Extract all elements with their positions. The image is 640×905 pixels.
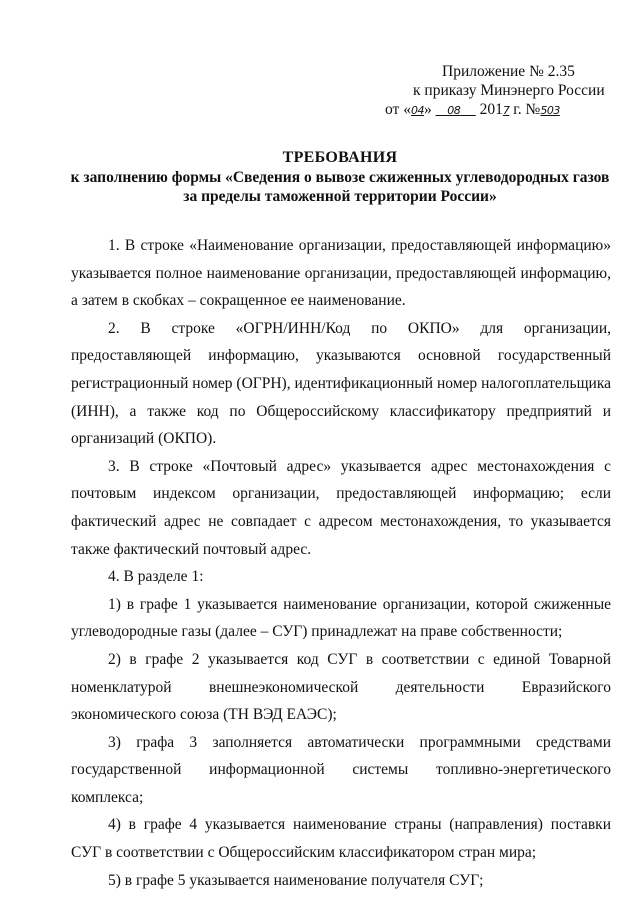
appendix-header bbox=[385, 62, 615, 120]
appendix-order-ref: к приказу Минэнерго России bbox=[413, 82, 605, 99]
title-line-2: к заполнению формы «Сведения о вывозе сжиженных углеводородных газов bbox=[70, 169, 610, 186]
title-line-3: за пределы таможенной территории России» bbox=[183, 188, 497, 205]
subitem-1: 1) в графе 1 указывается наименование организации, которой сжиженные углеводородные газы (далее – СУГ) принадлежат на праве собственности; bbox=[71, 595, 611, 641]
paragraph-1: 1. В строке «Наименование организации, предоставляющей информацию» указывается полное наименование организации, предоставляющей информацию, а затем в скобках – сокращенное ее наименование. bbox=[71, 237, 611, 310]
subitem-3: 3) графа 3 заполняется автоматически программными средствами государственной информационной системы топливно-энергетического комплекса; bbox=[71, 733, 611, 806]
paragraph-3: 3. В строке «Почтовый адрес» указывается адрес местонахождения с почтовым индексом организации, предоставляющей информацию; если фактический адрес не совпадает с адресом местонахождения, то указывается также фактический почтовый адрес. bbox=[71, 457, 611, 558]
date-sep: » bbox=[423, 101, 436, 118]
subitem-4: 4) в графе 4 указывается наименование страны (направления) поставки СУГ в соответствии с Общероссийским классификатором стран мира; bbox=[71, 816, 611, 862]
month-blank bbox=[436, 100, 476, 120]
handwritten-month: 08 bbox=[447, 104, 461, 117]
document-body bbox=[71, 232, 611, 894]
date-prefix: от « bbox=[385, 101, 411, 118]
appendix-number: Приложение № 2.35 bbox=[442, 63, 575, 80]
appendix-date-line bbox=[385, 100, 615, 120]
handwritten-year-digit: 7 bbox=[502, 104, 510, 117]
title-main: ТРЕБОВАНИЯ bbox=[282, 149, 398, 166]
subitem-2: 2) в графе 2 указывается код СУГ в соответствии с единой Товарной номенклатурой внешнеэкономической деятельности Евразийского экономического союза (ТН ВЭД ЕАЭС); bbox=[71, 650, 611, 724]
paragraph-4: 4. В разделе 1: bbox=[108, 568, 204, 586]
document-title bbox=[40, 148, 640, 206]
paragraph-2: 2. В строке «ОГРН/ИНН/Код по ОКПО» для организации, предоставляющей информацию, указываются основной государственный регистрационный номер (ОГРН), идентификационный номер налогоплательщика (ИНН), а также код по Общероссийскому классификатору предприятий и организаций (ОКПО). bbox=[71, 319, 611, 448]
year-prefix: 201 bbox=[475, 101, 503, 118]
handwritten-day: 04 bbox=[410, 104, 424, 117]
handwritten-order-number: 503 bbox=[540, 104, 560, 117]
number-prefix: г. № bbox=[509, 101, 541, 118]
subitem-5: 5) в графе 5 указывается наименование получателя СУГ; bbox=[108, 871, 484, 889]
